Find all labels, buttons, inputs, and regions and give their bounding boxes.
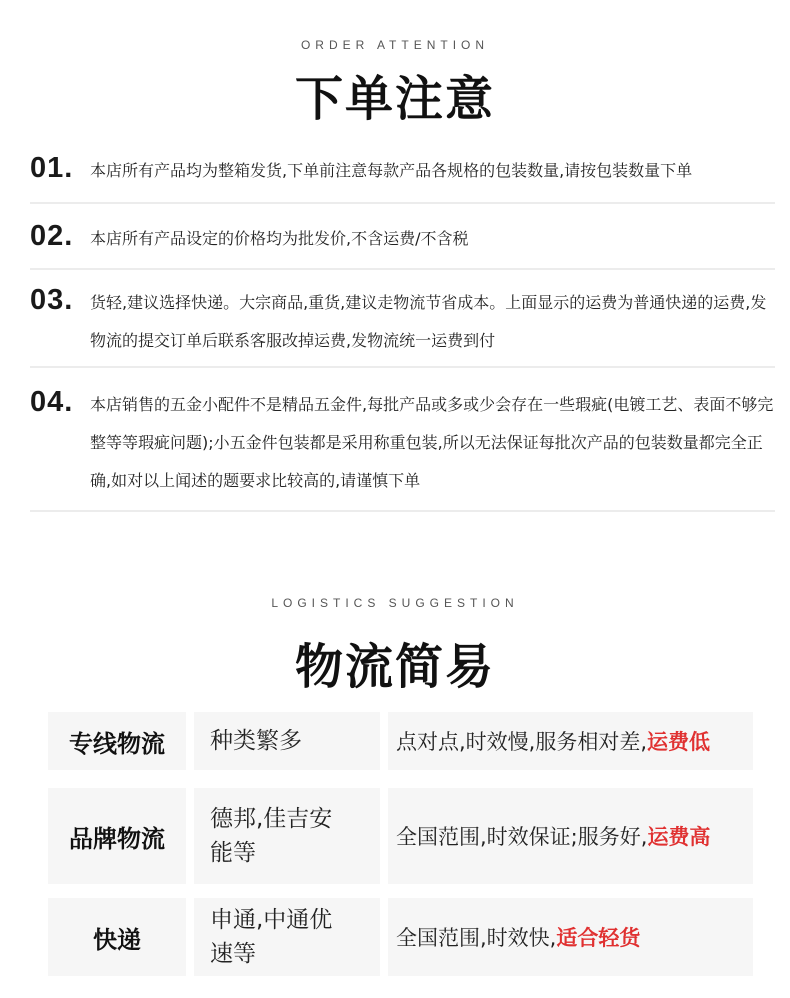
logistics-row bbox=[48, 898, 753, 976]
order-attention-title: 下单注意 bbox=[294, 71, 495, 127]
logistics-title: 物流简易 bbox=[294, 639, 495, 695]
logistics-types: 申通,中通优速等 bbox=[194, 898, 380, 976]
logistics-desc-text: 全国范围,时效保证;服务好, bbox=[396, 825, 648, 849]
logistics-suggestion-subtitle: LOGISTICS SUGGESTION bbox=[271, 596, 519, 610]
note-text: 货轻,建议选择快递。大宗商品,重货,建议走物流节省成本。上面显示的运费为普通快递的运费,发物流的提交订单后联系客服改掉运费,发物流统一运费到付 bbox=[90, 293, 767, 350]
note-number: 01. bbox=[30, 152, 74, 184]
logistics-desc-text: 点对点,时效慢,服务相对差, bbox=[396, 730, 648, 754]
note-item bbox=[30, 386, 775, 512]
note-text: 本店所有产品设定的价格均为批发价,不含运费/不含税 bbox=[90, 229, 469, 248]
logistics-types: 德邦,佳吉安能等 bbox=[194, 788, 380, 884]
logistics-desc-text: 全国范围,时效快, bbox=[396, 926, 557, 950]
order-attention-subtitle: ORDER ATTENTION bbox=[300, 38, 490, 52]
note-number: 04. bbox=[30, 386, 74, 418]
logistics-description bbox=[388, 712, 753, 770]
logistics-types: 种类繁多 bbox=[194, 712, 380, 770]
logistics-highlight: 运费高 bbox=[647, 825, 711, 849]
logistics-category: 专线物流 bbox=[48, 712, 186, 770]
note-number: 02. bbox=[30, 220, 74, 252]
note-item bbox=[30, 284, 775, 368]
logistics-row bbox=[48, 712, 753, 770]
note-text: 本店销售的五金小配件不是精品五金件,每批产品或多或少会存在一些瑕疵(电镀工艺、表面不够完整等等瑕疵问题);小五金件包装都是采用称重包装,所以无法保证每批次产品的包装数量都完全正确,如对以上闻述的题要求比较高的,请谨慎下单 bbox=[90, 395, 774, 490]
note-item bbox=[30, 152, 775, 204]
logistics-category: 快递 bbox=[48, 898, 186, 976]
logistics-category: 品牌物流 bbox=[48, 788, 186, 884]
logistics-description bbox=[388, 898, 753, 976]
note-number: 03. bbox=[30, 284, 74, 316]
logistics-description bbox=[388, 788, 753, 884]
logistics-highlight: 运费低 bbox=[647, 730, 711, 754]
logistics-row bbox=[48, 788, 753, 884]
note-text: 本店所有产品均为整箱发货,下单前注意每款产品各规格的包装数量,请按包装数量下单 bbox=[90, 161, 693, 180]
note-item bbox=[30, 220, 775, 270]
logistics-highlight: 适合轻货 bbox=[556, 926, 641, 950]
